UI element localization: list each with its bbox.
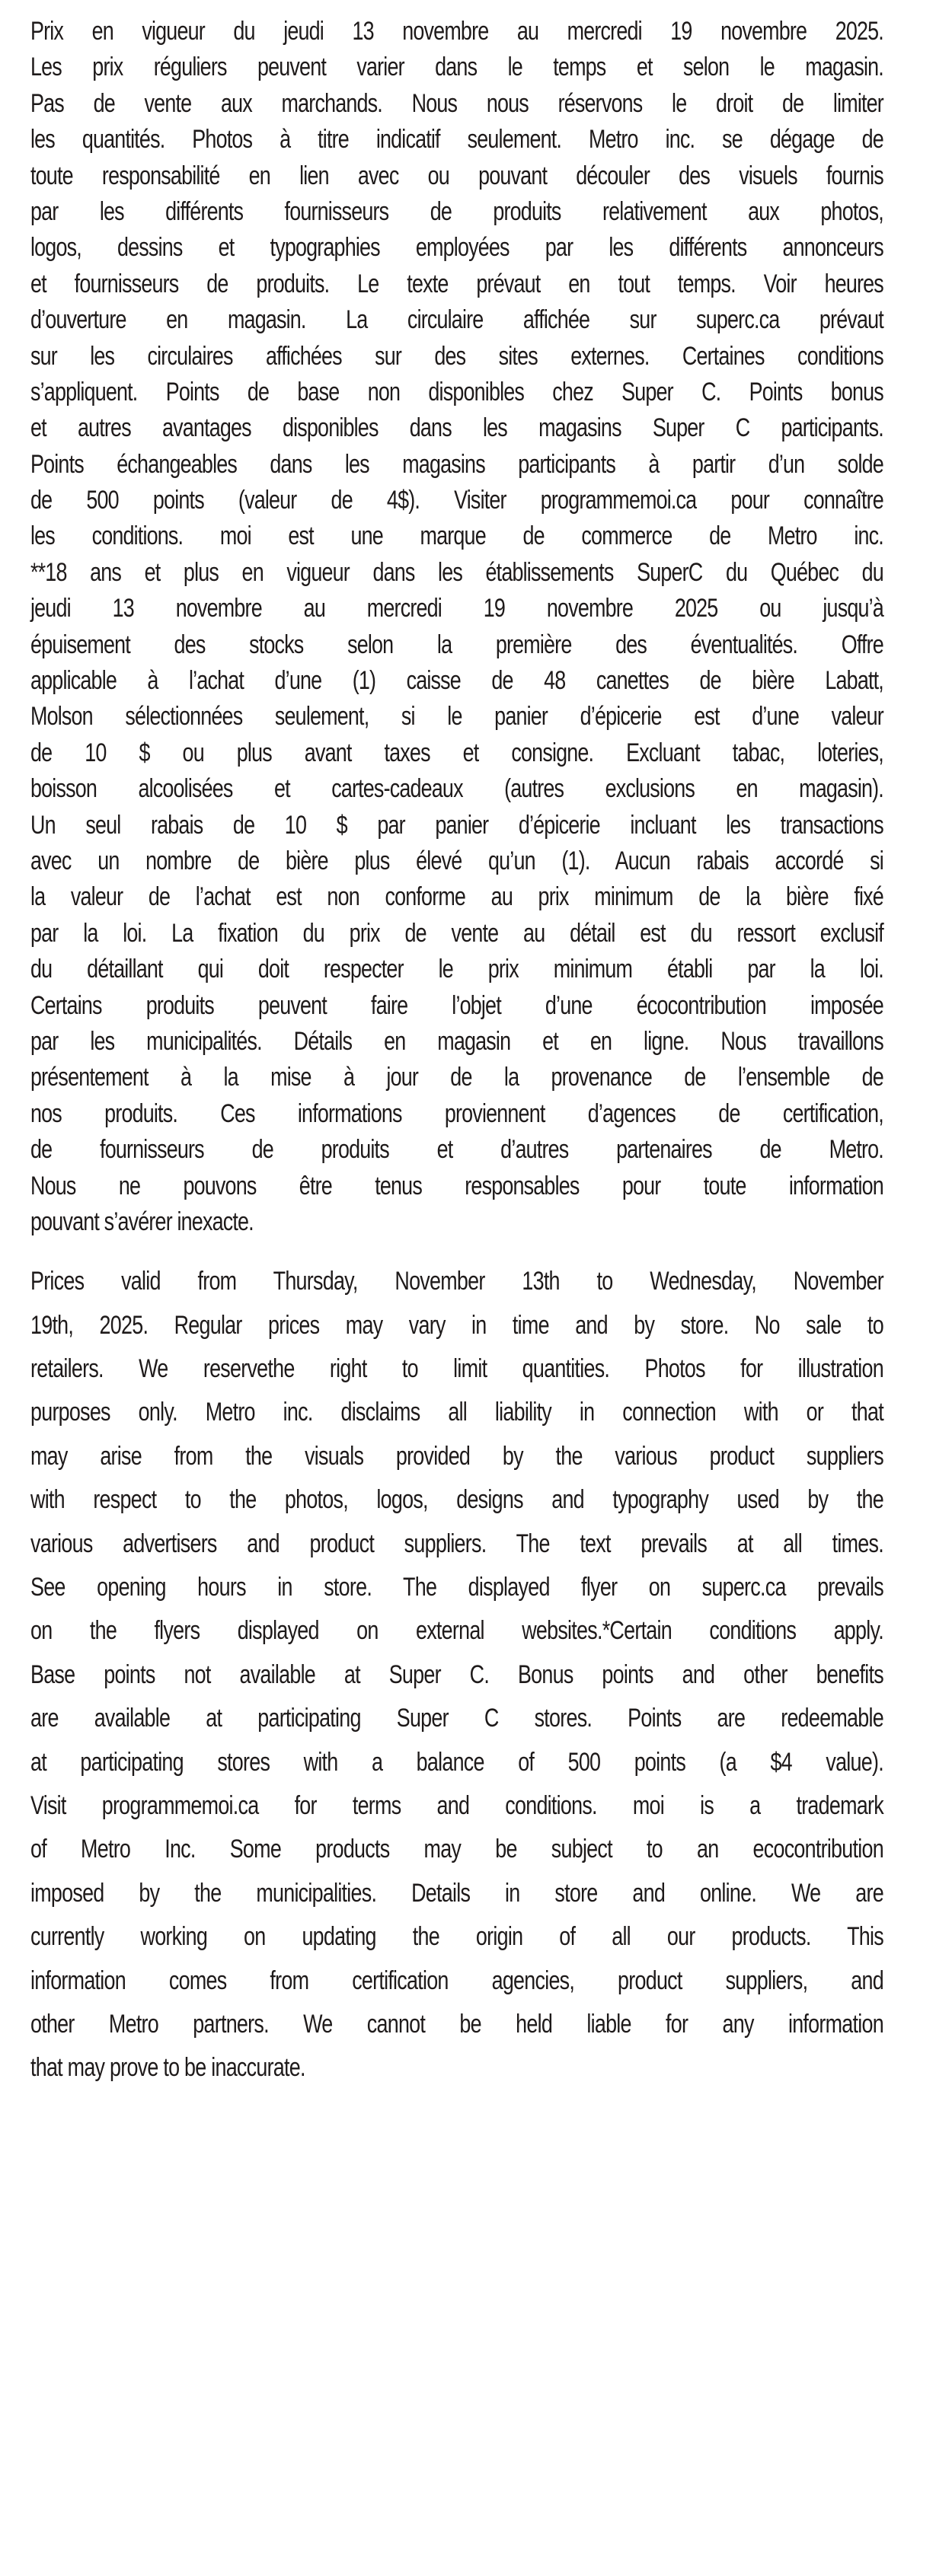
- disclaimer-line: la valeur de l’achat est non conforme au prix minimum de la bière fixé: [30, 882, 883, 912]
- disclaimer-line: Molson sélectionnées seulement, si le panier d’épicerie est d’une valeur: [30, 702, 883, 732]
- disclaimer-line: Un seul rabais de 10 $ par panier d’épicerie incluant les transactions: [30, 810, 883, 840]
- disclaimer-line: boisson alcoolisées et cartes-cadeaux (autres exclusions en magasin).: [30, 774, 883, 804]
- disclaimer-line: Points échangeables dans les magasins participants à partir d’un solde: [30, 449, 883, 479]
- disclaimer-line: Prix en vigueur du jeudi 13 novembre au mercredi 19 novembre 2025.: [30, 17, 883, 46]
- disclaimer-line: Base points not available at Super C. Bonus points and other benefits: [30, 1659, 883, 1689]
- disclaimer-line: de fournisseurs de produits et d’autres partenaires de Metro.: [30, 1135, 883, 1165]
- disclaimer-line: et fournisseurs de produits. Le texte prévaut en tout temps. Voir heures: [30, 269, 883, 298]
- disclaimer-line: sur les circulaires affichées sur des sites externes. Certaines conditions: [30, 341, 883, 371]
- disclaimer-line: de 10 $ ou plus avant taxes et consigne. Excluant tabac, loteries,: [30, 738, 883, 767]
- disclaimer-page: [30, 14, 883, 2090]
- disclaimer-line: with respect to the photos, logos, designs and typography used by the: [30, 1485, 883, 1515]
- french-disclaimer: [30, 14, 883, 1240]
- disclaimer-line: on the flyers displayed on external websites.*Certain conditions apply.: [30, 1616, 883, 1646]
- disclaimer-line: présentement à la mise à jour de la provenance de l’ensemble de: [30, 1063, 883, 1092]
- disclaimer-line: épuisement des stocks selon la première des éventualités. Offre: [30, 630, 883, 659]
- disclaimer-line: **18 ans et plus en vigueur dans les établissements SuperC du Québec du: [30, 557, 883, 587]
- disclaimer-line: information comes from certification agencies, product suppliers, and: [30, 1965, 883, 1995]
- disclaimer-line: par les municipalités. Détails en magasin et en ligne. Nous travaillons: [30, 1026, 883, 1056]
- disclaimer-line: imposed by the municipalities. Details in store and online. We are: [30, 1878, 883, 1908]
- disclaimer-line: de 500 points (valeur de 4$). Visiter programmemoi.ca pour connaître: [30, 486, 883, 515]
- disclaimer-line: applicable à l’achat d’une (1) caisse de 48 canettes de bière Labatt,: [30, 666, 883, 696]
- disclaimer-line: other Metro partners. We cannot be held liable for any information: [30, 2009, 883, 2039]
- disclaimer-line: Les prix réguliers peuvent varier dans le temps et selon le magasin.: [30, 53, 883, 82]
- disclaimer-line: 19th, 2025. Regular prices may vary in time and by store. No sale to: [30, 1310, 883, 1340]
- disclaimer-line: at participating stores with a balance of 500 points (a $4 value).: [30, 1747, 883, 1777]
- disclaimer-line: Pas de vente aux marchands. Nous nous réservons le droit de limiter: [30, 88, 883, 118]
- disclaimer-line: See opening hours in store. The displayed flyer on superc.ca prevails: [30, 1573, 883, 1602]
- disclaimer-line: s’appliquent. Points de base non disponibles chez Super C. Points bonus: [30, 377, 883, 406]
- disclaimer-line: Nous ne pouvons être tenus responsables pour toute information: [30, 1171, 883, 1200]
- disclaimer-line: are available at participating Super C stores. Points are redeemable: [30, 1704, 883, 1733]
- disclaimer-line: Visit programmemoi.ca for terms and conditions. moi is a trademark: [30, 1790, 883, 1820]
- disclaimer-line: Certains produits peuvent faire l’objet d’une écocontribution imposée: [30, 990, 883, 1020]
- disclaimer-line: various advertisers and product suppliers. The text prevails at all times.: [30, 1529, 883, 1558]
- disclaimer-line: par la loi. La fixation du prix de vente au détail est du ressort exclusif: [30, 918, 883, 948]
- disclaimer-line: avec un nombre de bière plus élevé qu’un (1). Aucun rabais accordé si: [30, 846, 883, 875]
- disclaimer-line: les quantités. Photos à titre indicatif seulement. Metro inc. se dégage de: [30, 125, 883, 155]
- disclaimer-line: logos, dessins et typographies employées par les différents annonceurs: [30, 233, 883, 263]
- disclaimer-line: purposes only. Metro inc. disclaims all liability in connection with or that: [30, 1398, 883, 1427]
- disclaimer-line: toute responsabilité en lien avec ou pouvant découler des visuels fournis: [30, 161, 883, 190]
- disclaimer-line: et autres avantages disponibles dans les magasins Super C participants.: [30, 413, 883, 443]
- disclaimer-line: may arise from the visuals provided by the various product suppliers: [30, 1441, 883, 1471]
- disclaimer-line: of Metro Inc. Some products may be subject to an ecocontribution: [30, 1835, 883, 1864]
- disclaimer-line: par les différents fournisseurs de produits relativement aux photos,: [30, 196, 883, 226]
- disclaimer-line: jeudi 13 novembre au mercredi 19 novembre 2025 ou jusqu’à: [30, 594, 883, 623]
- disclaimer-line: Prices valid from Thursday, November 13th to Wednesday, November: [30, 1267, 883, 1296]
- disclaimer-line: du détaillant qui doit respecter le prix minimum établi par la loi.: [30, 955, 883, 984]
- disclaimer-line: les conditions. moi est une marque de commerce de Metro inc.: [30, 521, 883, 551]
- disclaimer-line: nos produits. Ces informations proviennent d’agences de certification,: [30, 1098, 883, 1128]
- disclaimer-line: currently working on updating the origin of all our products. This: [30, 1922, 883, 1952]
- english-disclaimer: [30, 1260, 883, 2090]
- disclaimer-line: pouvant s’avérer inexacte.: [30, 1207, 254, 1236]
- disclaimer-line: that may prove to be inaccurate.: [30, 2053, 305, 2083]
- disclaimer-line: d’ouverture en magasin. La circulaire affichée sur superc.ca prévaut: [30, 305, 883, 335]
- disclaimer-line: retailers. We reservethe right to limit quantities. Photos for illustration: [30, 1354, 883, 1384]
